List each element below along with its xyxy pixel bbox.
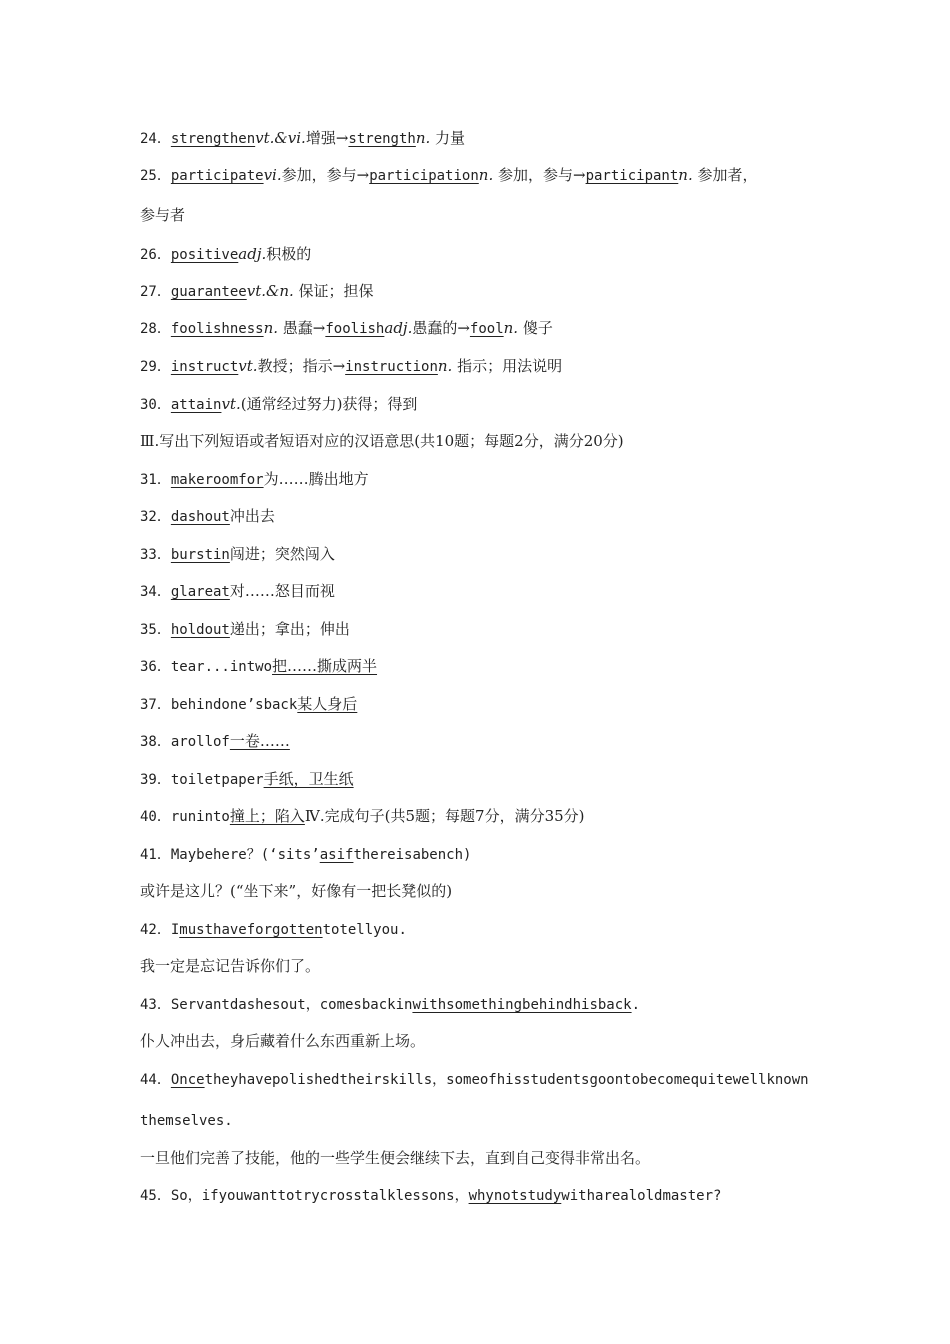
sentence-translation-43: 仆人冲出去，身后藏着什么东西重新上场。 xyxy=(140,1032,426,1050)
part-of-speech: n. xyxy=(263,319,279,337)
answer-word: foolish xyxy=(325,321,385,337)
item-number: 29． xyxy=(140,359,171,375)
item-number: 25． xyxy=(140,168,171,184)
part-of-speech: n. xyxy=(678,166,693,184)
answer-blank: whynotstudy xyxy=(468,1188,562,1204)
phrase-item-39 xyxy=(140,769,850,790)
answer-phrase: glareat xyxy=(170,584,230,600)
answer-blank: withsomethingbehindhisback xyxy=(412,997,632,1013)
answer-word: instruct xyxy=(170,359,239,375)
answer-word: attain xyxy=(170,397,222,413)
sentence-text: Servantdashesout，comesbackin xyxy=(170,997,413,1013)
answer-phrase: makeroomfor xyxy=(170,472,264,488)
sentence-item-41 xyxy=(140,844,850,865)
answer-meaning: 撞上；陷入 xyxy=(229,807,305,825)
answer-phrase: burstin xyxy=(170,547,230,563)
sentence-translation-42: 我一定是忘记告诉你们了。 xyxy=(140,957,321,975)
answer-word: strength xyxy=(348,131,416,147)
item-number: 39． xyxy=(140,772,171,788)
answer-meaning: 一卷…… xyxy=(229,732,290,750)
definition: (通常经过努力)获得；得到 xyxy=(240,395,418,413)
item-number: 35． xyxy=(140,622,171,638)
part-of-speech: adj. xyxy=(384,319,413,337)
part-of-speech: n. xyxy=(478,166,494,184)
part-of-speech: vt.&vi. xyxy=(255,129,306,147)
part-of-speech: n. xyxy=(503,319,519,337)
sentence-item-44 xyxy=(140,1069,850,1090)
sentence-translation-44: 一旦他们完善了技能，他的一些学生便会继续下去，直到自己变得非常出名。 xyxy=(140,1149,651,1167)
phrase-meaning: 对……怒目而视 xyxy=(229,582,335,600)
sentence-item-45 xyxy=(140,1185,850,1206)
item-number: 38． xyxy=(140,734,171,750)
item-number: 34． xyxy=(140,584,171,600)
vocab-entry-29 xyxy=(140,356,850,377)
answer-blank: Once xyxy=(170,1072,205,1088)
answer-word: participation xyxy=(369,168,479,184)
phrase-meaning: 闯进；突然闯入 xyxy=(229,545,335,563)
answer-word: participant xyxy=(585,168,679,184)
sentence-text: witharealoldmaster? xyxy=(561,1188,722,1204)
phrase-item-36 xyxy=(140,656,850,677)
part-of-speech: n. xyxy=(437,357,453,375)
answer-word: guarantee xyxy=(170,284,247,300)
phrase-item-38 xyxy=(140,731,850,752)
phrase-meaning: 递出；拿出；伸出 xyxy=(229,620,350,638)
sentence-text: . xyxy=(631,997,641,1013)
vocab-entry-28 xyxy=(140,318,850,339)
answer-word: positive xyxy=(170,247,239,263)
sentence-translation-41: 或许是这儿？(“坐下来”，好像有一把长凳似的) xyxy=(140,882,453,900)
definition: 指示；用法说明 xyxy=(452,357,563,375)
section-3-heading: Ⅲ.写出下列短语或者短语对应的汉语意思(共10题；每题2分，满分20分) xyxy=(140,432,624,450)
vocab-entry-30 xyxy=(140,394,850,415)
given-phrase: tear...intwo xyxy=(170,659,273,675)
answer-blank: musthaveforgotten xyxy=(179,922,323,938)
phrase-item-31 xyxy=(140,469,850,490)
sentence-text: totellyou. xyxy=(322,922,407,938)
sentence-item-44-continued xyxy=(140,1110,850,1131)
definition: 愚蠢的→ xyxy=(412,319,470,337)
answer-meaning: 某人身后 xyxy=(297,695,358,713)
sentence-text: So，ifyouwanttotrycrosstalklessons， xyxy=(170,1188,469,1204)
definition: 参加，参与→ xyxy=(281,166,370,184)
answer-word: strengthen xyxy=(170,131,256,147)
item-number: 32． xyxy=(140,509,171,525)
sentence-text: Maybehere？(‘sits’ xyxy=(170,847,320,863)
definition: 增强→ xyxy=(305,129,349,147)
given-phrase: behindone’sback xyxy=(170,697,298,713)
phrase-meaning: 冲出去 xyxy=(229,507,275,525)
phrase-item-33 xyxy=(140,544,850,565)
item-number: 36． xyxy=(140,659,171,675)
item-number: 45． xyxy=(140,1188,171,1204)
item-number: 26． xyxy=(140,247,171,263)
item-number: 28． xyxy=(140,321,171,337)
definition: 傻子 xyxy=(518,319,553,337)
definition: 保证；担保 xyxy=(293,282,374,300)
answer-word: fool xyxy=(469,321,504,337)
sentence-item-42 xyxy=(140,919,850,940)
part-of-speech: vt. xyxy=(221,395,241,413)
definition: 积极的 xyxy=(266,245,312,263)
vocab-entry-25-continued: 参与者 xyxy=(140,206,186,224)
sentence-text: themselves. xyxy=(140,1113,233,1129)
phrase-item-37 xyxy=(140,694,850,715)
item-number: 40． xyxy=(140,809,171,825)
phrase-item-40 xyxy=(140,806,850,827)
item-number: 43． xyxy=(140,997,171,1013)
item-number: 30． xyxy=(140,397,171,413)
item-number: 37． xyxy=(140,697,171,713)
answer-word: participate xyxy=(170,168,264,184)
section-4-heading: Ⅳ.完成句子(共5题；每题7分，满分35分) xyxy=(304,807,585,825)
phrase-item-35 xyxy=(140,619,850,640)
sentence-text: theyhavepolishedtheirskills，someofhisstudentsgoontobecomequitewellknown xyxy=(204,1072,809,1088)
definition: 参加，参与→ xyxy=(493,166,586,184)
vocab-entry-26 xyxy=(140,244,850,265)
definition: 参加者， xyxy=(692,166,758,184)
item-number: 44． xyxy=(140,1072,171,1088)
definition: 愚蠢→ xyxy=(278,319,326,337)
phrase-meaning: 为……腾出地方 xyxy=(263,470,369,488)
answer-meaning: 把……撕成两半 xyxy=(272,657,378,675)
answer-phrase: dashout xyxy=(170,509,230,525)
given-phrase: arollof xyxy=(170,734,230,750)
definition: 力量 xyxy=(430,129,466,147)
phrase-item-34 xyxy=(140,581,850,602)
item-number: 33． xyxy=(140,547,171,563)
item-number: 41． xyxy=(140,847,171,863)
part-of-speech: vt. xyxy=(238,357,258,375)
answer-word: foolishness xyxy=(170,321,264,337)
phrase-item-32 xyxy=(140,506,850,527)
vocab-entry-25 xyxy=(140,165,850,186)
answer-word: instruction xyxy=(345,359,438,375)
sentence-item-43 xyxy=(140,994,850,1015)
item-number: 31． xyxy=(140,472,171,488)
given-phrase: runinto xyxy=(170,809,230,825)
part-of-speech: n. xyxy=(415,129,431,147)
part-of-speech: vt.&n. xyxy=(246,282,294,300)
answer-phrase: holdout xyxy=(170,622,230,638)
vocab-entry-24 xyxy=(140,128,850,149)
item-number: 24． xyxy=(140,131,171,147)
answer-blank: asif xyxy=(319,847,354,863)
given-phrase: toiletpaper xyxy=(170,772,264,788)
part-of-speech: adj. xyxy=(238,245,267,263)
definition: 教授；指示→ xyxy=(257,357,346,375)
part-of-speech: vi. xyxy=(263,166,282,184)
vocab-entry-27 xyxy=(140,281,850,302)
item-number: 27． xyxy=(140,284,171,300)
answer-meaning: 手纸，卫生纸 xyxy=(263,770,354,788)
sentence-text: thereisabench) xyxy=(353,847,472,863)
item-number: 42． xyxy=(140,922,171,938)
sentence-text: I xyxy=(170,922,180,938)
